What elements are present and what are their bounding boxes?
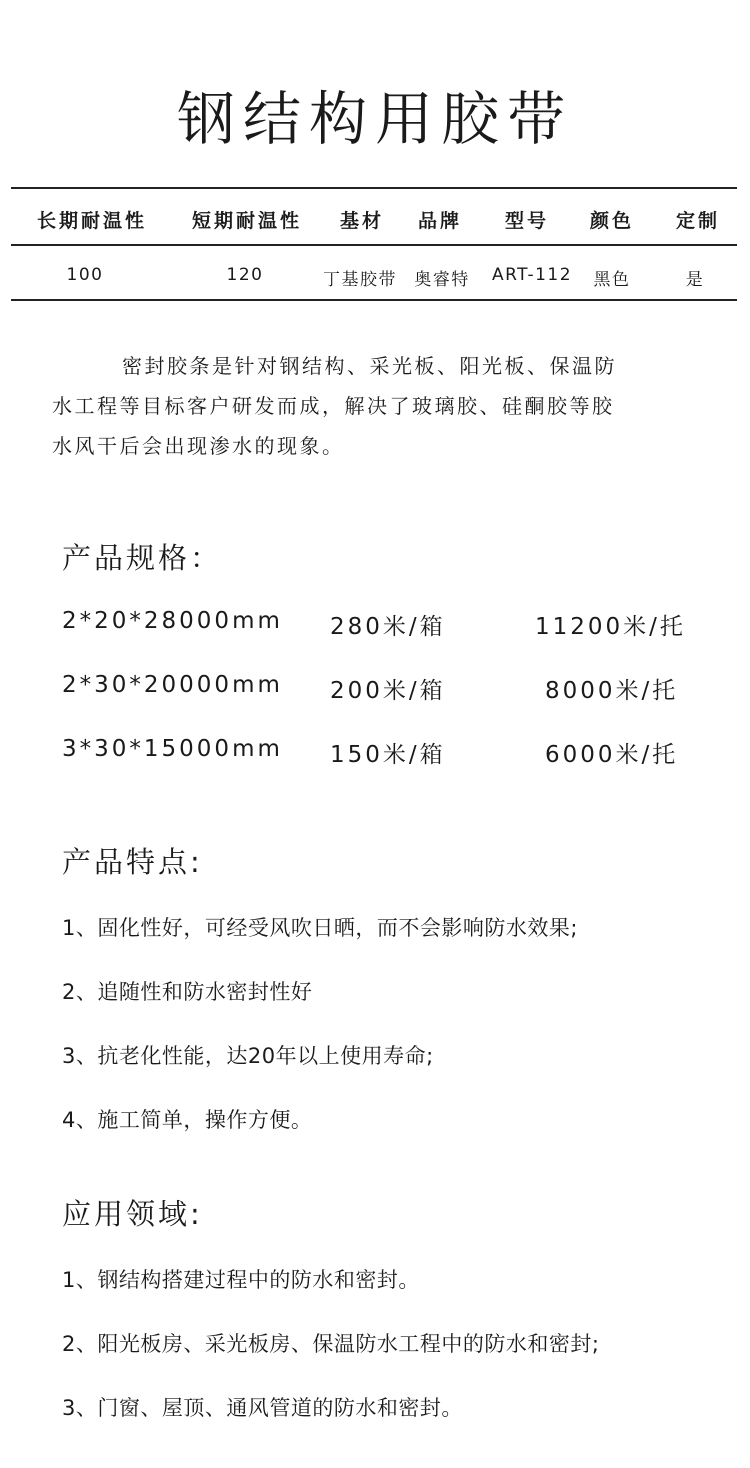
feature-item: 3、抗老化性能，达20年以上使用寿命; <box>62 1044 434 1068</box>
specs-heading: 产品规格： <box>62 541 223 575</box>
intro-paragraph <box>52 346 702 466</box>
table-header-custom: 定制 <box>675 210 721 232</box>
table-cell-short-term-temp: 120 <box>226 265 264 285</box>
spec-per-box: 150米/箱 <box>330 742 446 768</box>
spec-size: 2*20*28000mm <box>62 608 283 634</box>
spec-per-pallet: 8000米/托 <box>545 678 679 704</box>
table-mid-rule <box>11 244 737 246</box>
application-item: 1、钢结构搭建过程中的防水和密封。 <box>62 1268 420 1292</box>
feature-item: 2、追随性和防水密封性好 <box>62 980 313 1004</box>
table-header-color: 颜色 <box>589 210 635 232</box>
page-title: 钢结构用胶带 <box>176 85 573 153</box>
table-cell-long-term-temp: 100 <box>66 265 104 285</box>
spec-per-box: 200米/箱 <box>330 678 446 704</box>
table-header-model: 型号 <box>504 210 550 232</box>
table-header-long-term-temp: 长期耐温性 <box>36 210 148 232</box>
table-cell-brand: 奥睿特 <box>414 270 470 290</box>
feature-item: 1、固化性好，可经受风吹日晒，而不会影响防水效果; <box>62 916 578 940</box>
intro-line-3: 水风干后会出现渗水的现象。 <box>52 434 345 458</box>
intro-line-1: 密封胶条是针对钢结构、采光板、阳光板、保温防 <box>122 354 617 378</box>
application-item: 3、门窗、屋顶、通风管道的防水和密封。 <box>62 1396 463 1420</box>
application-item: 2、阳光板房、采光板房、保温防水工程中的防水和密封; <box>62 1332 600 1356</box>
applications-heading: 应用领域: <box>62 1197 203 1231</box>
table-header-substrate: 基材 <box>339 210 385 232</box>
spec-per-pallet: 6000米/托 <box>545 742 679 768</box>
table-cell-custom: 是 <box>685 270 705 290</box>
spec-per-pallet: 11200米/托 <box>535 614 686 640</box>
intro-line-2: 水工程等目标客户研发而成，解决了玻璃胶、硅酮胶等胶 <box>52 394 615 418</box>
table-cell-color: 黑色 <box>593 270 631 290</box>
table-header-brand: 品牌 <box>417 210 463 232</box>
spec-per-box: 280米/箱 <box>330 614 446 640</box>
feature-item: 4、施工简单，操作方便。 <box>62 1108 313 1132</box>
spec-size: 2*30*20000mm <box>62 672 283 698</box>
table-top-rule <box>11 187 737 189</box>
table-header-short-term-temp: 短期耐温性 <box>191 210 303 232</box>
features-heading: 产品特点: <box>62 845 203 879</box>
table-cell-model: ART-112 <box>491 265 573 285</box>
table-bottom-rule <box>11 299 737 301</box>
table-cell-substrate: 丁基胶带 <box>323 270 397 290</box>
spec-size: 3*30*15000mm <box>62 736 283 762</box>
